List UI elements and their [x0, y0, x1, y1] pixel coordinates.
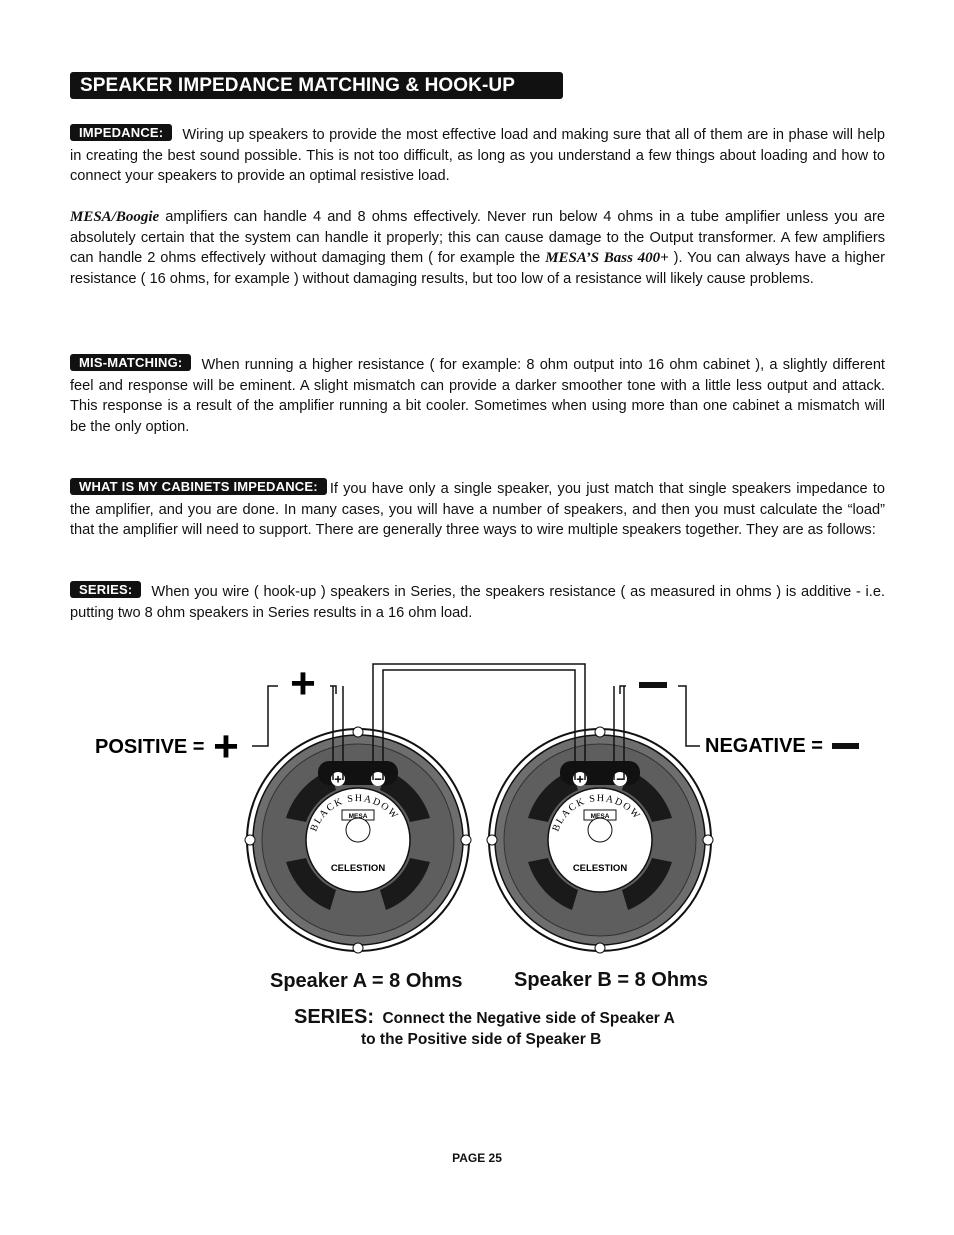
speaker-b-ring-text: BLACK SHADOW: [550, 793, 643, 834]
series-caption: [294, 1006, 675, 1029]
mesa-text-1: amplifiers can handle 4 and 8 ohms effectively. Never run below 4 ohms in a tube amplifier unless you are absolutely certain that the system can handle it properly; this can cause damage to the Output transformer. A few amplifiers can handle 2 ohms effectively without damaging them ( for example the: [70, 209, 885, 267]
series-caption-line-1: Connect the Negative side of Speaker A: [382, 1010, 675, 1027]
page-number: PAGE 25: [452, 1151, 502, 1165]
celestion-label: CELESTION: [330, 863, 386, 874]
mesa-logo: MESA: [348, 813, 368, 820]
series-caption-line-2: to the Positive side of Speaker B: [361, 1031, 602, 1048]
mismatching-paragraph: [70, 354, 885, 437]
mismatching-badge: MIS-MATCHING:: [70, 354, 191, 371]
mismatching-text: When running a higher resistance ( for example: 8 ohm output into 16 ohm cabinet ), a slightly different feel and response will be eminent. A slight mismatch can provide a darker smoother tone with a little less output and attack. This response is a result of the amplifier running a bit cooler. Sometimes when using more than one cabinet a mismatch will be the only option.: [70, 357, 885, 435]
negative-legend-label: NEGATIVE =: [705, 735, 823, 757]
impedance-badge: IMPEDANCE:: [70, 124, 172, 141]
impedance-paragraph: [70, 124, 885, 187]
speaker-a: [245, 727, 471, 953]
series-caption-heading: SERIES:: [294, 1006, 375, 1028]
bass-400-brand: MESA’S Bass 400+: [545, 250, 669, 267]
terminal-plus-label: +: [576, 771, 584, 787]
negative-legend-sign: [832, 743, 859, 749]
negative-lead-sign: [639, 682, 667, 688]
series-paragraph: [70, 581, 885, 623]
cabinet-paragraph: [70, 478, 885, 541]
speaker-a-ring-text: BLACK SHADOW: [308, 793, 401, 834]
speaker-b-label: Speaker B = 8 Ohms: [514, 969, 708, 991]
mesa-text-2: ). You can always have a higher resistance ( 16 ohms, for example ) without damaging results, but too low of a resistance will likely cause problems.: [70, 250, 885, 287]
mesa-logo: MESA: [590, 813, 610, 820]
mesa-brand: MESA/Boogie: [70, 209, 160, 225]
cabinet-text: If you have only a single speaker, you just match that single speakers impedance to the amplifier, and you are done. In many cases, you will have a number of speakers, and then you must calculate the “load” that the amplifier will need to support. There are generally three ways to wire multiple speakers together. They are as follows:: [70, 481, 885, 539]
mesa-paragraph: [70, 207, 885, 289]
positive-lead-sign: +: [290, 659, 316, 708]
speaker-a-label: Speaker A = 8 Ohms: [270, 970, 463, 992]
terminal-minus-label: −: [374, 771, 382, 787]
terminal-minus-label: −: [616, 771, 624, 787]
positive-legend-sign: +: [213, 722, 239, 771]
page-title: SPEAKER IMPEDANCE MATCHING & HOOK-UP GUIDE:: [70, 72, 563, 99]
series-text: When you wire ( hook-up ) speakers in Series, the speakers resistance ( as measured in ohms ) is additive - i.e. putting two 8 ohm speakers in Series results in a 16 ohm load.: [70, 584, 885, 621]
terminal-plus-label: +: [334, 771, 342, 787]
positive-legend-label: POSITIVE =: [95, 736, 205, 758]
impedance-text: Wiring up speakers to provide the most effective load and making sure that all of them are in phase will help in creating the best sound possible. This is not too difficult, as long as you understand a few things about loading and how to connect your speakers to provide an optimal resistive load.: [70, 127, 885, 185]
cabinet-badge: WHAT IS MY CABINETS IMPEDANCE:: [70, 478, 327, 495]
speaker-b: [487, 727, 713, 953]
series-badge: SERIES:: [70, 581, 141, 598]
celestion-label: CELESTION: [572, 863, 628, 874]
